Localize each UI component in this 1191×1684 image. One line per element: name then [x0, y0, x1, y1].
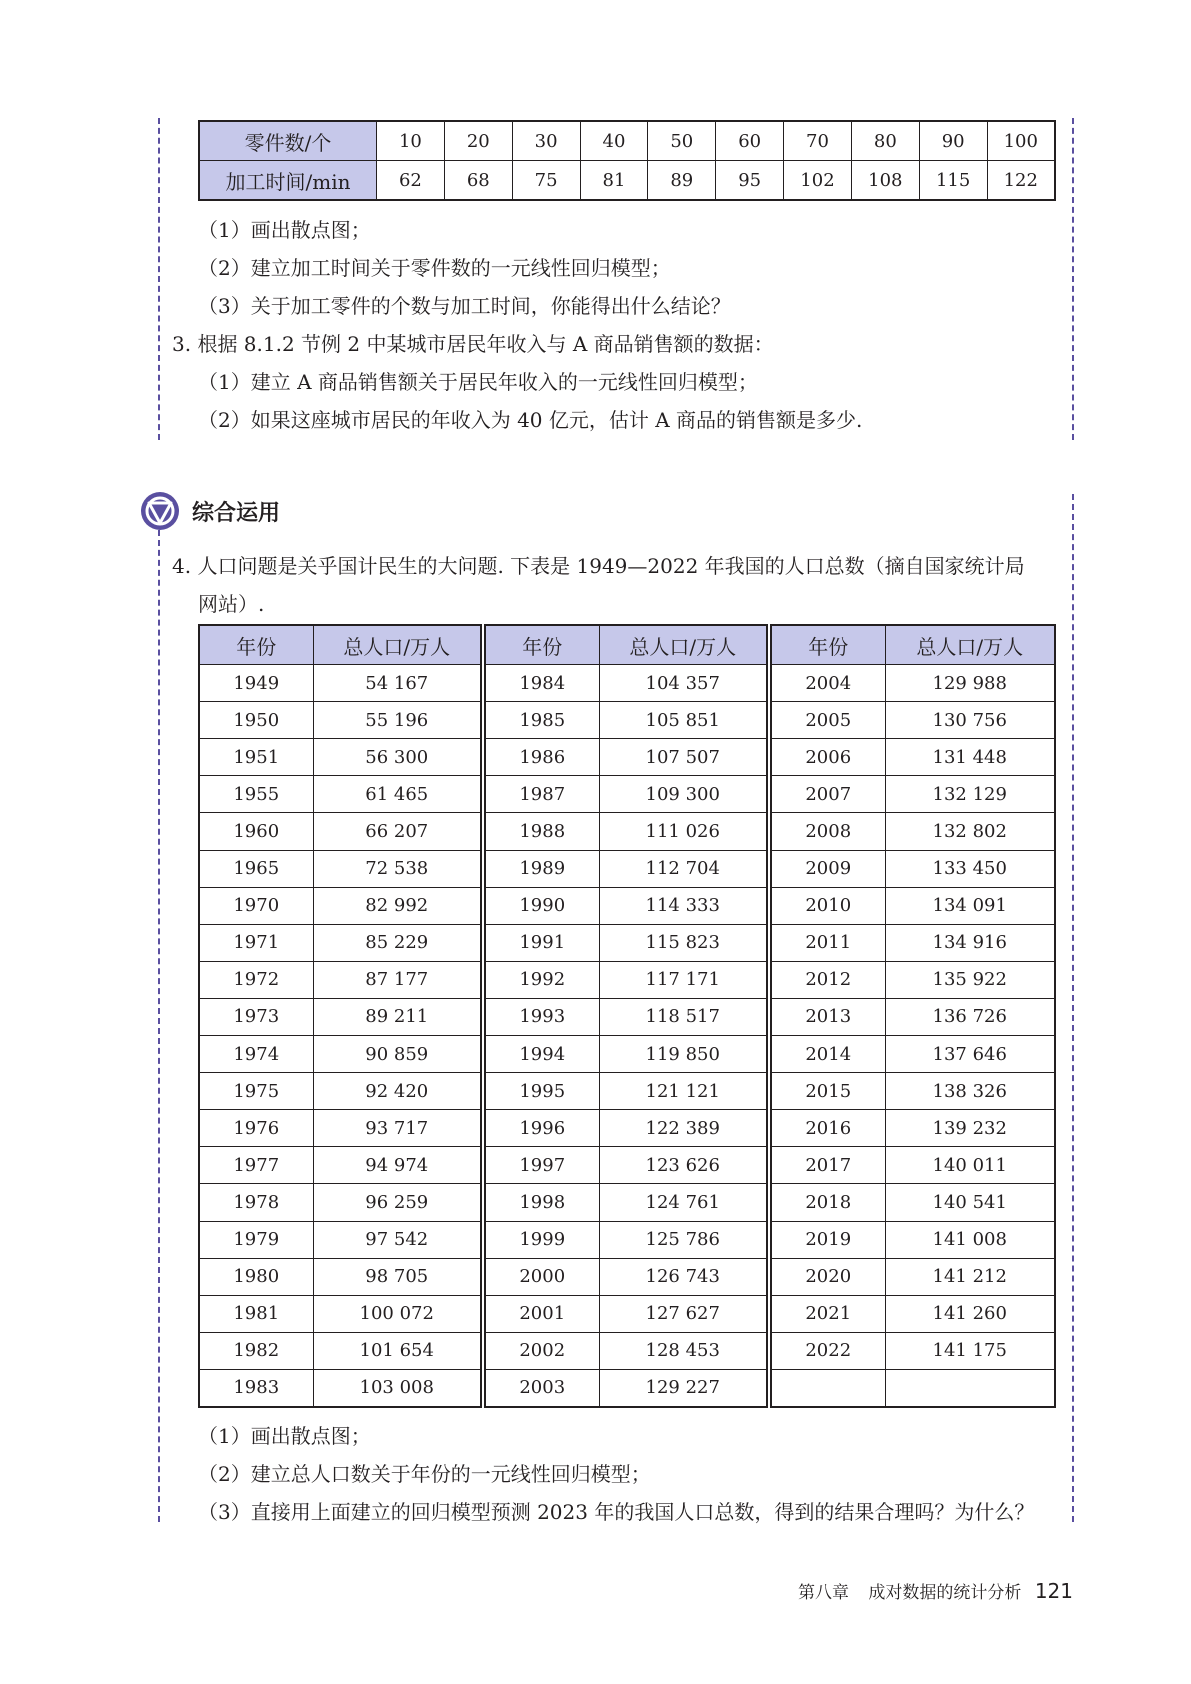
year-cell: 1995 [485, 1073, 599, 1110]
population-cell: 104 357 [599, 665, 767, 702]
parts-cell: 90 [919, 121, 987, 161]
population-table-3 [770, 624, 1056, 1408]
col-pop-header: 总人口/万人 [313, 625, 481, 665]
population-cell: 133 450 [885, 850, 1055, 887]
population-cell: 98 705 [313, 1258, 481, 1295]
table-row [199, 887, 481, 924]
population-cell: 118 517 [599, 998, 767, 1035]
year-cell: 1980 [199, 1258, 313, 1295]
table-row [199, 1110, 481, 1147]
time-cell: 75 [512, 161, 580, 201]
year-cell: 1999 [485, 1221, 599, 1258]
year-cell: 2017 [771, 1147, 885, 1184]
page-footer [798, 1578, 1073, 1603]
table-row [199, 1036, 481, 1073]
population-cell: 141 008 [885, 1221, 1055, 1258]
population-cell: 111 026 [599, 813, 767, 850]
year-cell: 1975 [199, 1073, 313, 1110]
population-cell: 125 786 [599, 1221, 767, 1258]
year-cell: 2014 [771, 1036, 885, 1073]
population-cell: 101 654 [313, 1332, 481, 1369]
year-cell: 1994 [485, 1036, 599, 1073]
year-cell: 1951 [199, 739, 313, 776]
time-cell: 102 [784, 161, 852, 201]
table-row [771, 665, 1055, 702]
table-row [199, 1369, 481, 1407]
year-cell [771, 1369, 885, 1407]
time-cell: 89 [648, 161, 716, 201]
table-row [485, 1258, 767, 1295]
year-cell: 2010 [771, 887, 885, 924]
year-cell: 2007 [771, 776, 885, 813]
year-cell: 1973 [199, 998, 313, 1035]
parts-row-label: 零件数/个 [199, 121, 377, 161]
year-cell: 2020 [771, 1258, 885, 1295]
table-row [199, 998, 481, 1035]
table-row [771, 739, 1055, 776]
year-cell: 1993 [485, 998, 599, 1035]
table-row [485, 1295, 767, 1332]
year-cell: 1972 [199, 961, 313, 998]
population-cell: 130 756 [885, 702, 1055, 739]
year-cell: 1992 [485, 961, 599, 998]
year-cell: 1955 [199, 776, 313, 813]
population-cell: 93 717 [313, 1110, 481, 1147]
left-dashed-margin-bottom [158, 530, 160, 1522]
table-row [199, 850, 481, 887]
table-row [485, 665, 767, 702]
ex2-question-2: （2）建立加工时间关于零件数的一元线性回归模型； [198, 256, 671, 280]
year-cell: 1988 [485, 813, 599, 850]
population-cell: 119 850 [599, 1036, 767, 1073]
population-cell: 117 171 [599, 961, 767, 998]
year-cell: 1991 [485, 924, 599, 961]
population-cell: 122 389 [599, 1110, 767, 1147]
year-cell: 1970 [199, 887, 313, 924]
population-cell: 85 229 [313, 924, 481, 961]
table-row [771, 1184, 1055, 1221]
population-cell: 141 212 [885, 1258, 1055, 1295]
population-cell: 127 627 [599, 1295, 767, 1332]
col-year-header: 年份 [771, 625, 885, 665]
population-cell: 55 196 [313, 702, 481, 739]
table-row [199, 961, 481, 998]
population-cell: 139 232 [885, 1110, 1055, 1147]
population-cell: 94 974 [313, 1147, 481, 1184]
year-cell: 1981 [199, 1295, 313, 1332]
population-cell: 103 008 [313, 1369, 481, 1407]
col-year-header: 年份 [485, 625, 599, 665]
table-row [199, 776, 481, 813]
parts-cell: 50 [648, 121, 716, 161]
table-row [771, 1258, 1055, 1295]
left-dashed-margin-top [158, 118, 160, 440]
footer-chapter: 第八章 [798, 1583, 849, 1603]
footer-title: 成对数据的统计分析 [868, 1583, 1022, 1603]
table-row [485, 1110, 767, 1147]
col-pop-header: 总人口/万人 [599, 625, 767, 665]
section-emblem-icon [140, 491, 180, 531]
table-row [771, 850, 1055, 887]
year-cell: 1979 [199, 1221, 313, 1258]
population-cell: 92 420 [313, 1073, 481, 1110]
year-cell: 1950 [199, 702, 313, 739]
table-row [771, 1110, 1055, 1147]
year-cell: 2002 [485, 1332, 599, 1369]
year-cell: 1998 [485, 1184, 599, 1221]
year-cell: 2019 [771, 1221, 885, 1258]
population-cell: 100 072 [313, 1295, 481, 1332]
table-row [485, 813, 767, 850]
year-cell: 1974 [199, 1036, 313, 1073]
table-row [771, 1073, 1055, 1110]
table-row [485, 924, 767, 961]
time-row [199, 161, 1055, 201]
year-cell: 1985 [485, 702, 599, 739]
population-cell: 54 167 [313, 665, 481, 702]
year-cell: 2015 [771, 1073, 885, 1110]
table-row [485, 1036, 767, 1073]
population-cell: 121 121 [599, 1073, 767, 1110]
ex4-question-1: （1）画出散点图； [198, 1424, 371, 1448]
year-cell: 1965 [199, 850, 313, 887]
time-cell: 81 [580, 161, 648, 201]
year-cell: 2003 [485, 1369, 599, 1407]
year-cell: 2004 [771, 665, 885, 702]
year-cell: 1976 [199, 1110, 313, 1147]
table-row [199, 665, 481, 702]
col-pop-header: 总人口/万人 [885, 625, 1055, 665]
year-cell: 2000 [485, 1258, 599, 1295]
page-number: 121 [1034, 1579, 1073, 1603]
population-cell: 97 542 [313, 1221, 481, 1258]
year-cell: 2001 [485, 1295, 599, 1332]
ex3-question-1: （1）建立 A 商品销售额关于居民年收入的一元线性回归模型； [198, 370, 758, 394]
table-row [199, 1147, 481, 1184]
population-cell: 109 300 [599, 776, 767, 813]
year-cell: 1977 [199, 1147, 313, 1184]
parts-cell: 30 [512, 121, 580, 161]
parts-cell: 40 [580, 121, 648, 161]
right-dashed-margin-bottom [1072, 494, 1074, 1522]
table-row [485, 1221, 767, 1258]
population-cell: 134 091 [885, 887, 1055, 924]
table-row [199, 1295, 481, 1332]
population-cell: 131 448 [885, 739, 1055, 776]
year-cell: 1996 [485, 1110, 599, 1147]
population-tables [198, 624, 1056, 1408]
time-row-label: 加工时间/min [199, 161, 377, 201]
population-cell: 90 859 [313, 1036, 481, 1073]
table-row [485, 1184, 767, 1221]
table-row [199, 1184, 481, 1221]
year-cell: 1983 [199, 1369, 313, 1407]
year-cell: 1987 [485, 776, 599, 813]
population-table-1 [198, 624, 482, 1408]
population-table-2 [484, 624, 768, 1408]
time-cell: 68 [444, 161, 512, 201]
parts-cell: 10 [377, 121, 445, 161]
year-cell: 2008 [771, 813, 885, 850]
year-cell: 2006 [771, 739, 885, 776]
population-cell: 61 465 [313, 776, 481, 813]
population-cell: 140 011 [885, 1147, 1055, 1184]
table-row [485, 961, 767, 998]
population-cell: 136 726 [885, 998, 1055, 1035]
year-cell: 2013 [771, 998, 885, 1035]
population-cell: 124 761 [599, 1184, 767, 1221]
year-cell: 1971 [199, 924, 313, 961]
table-row [199, 813, 481, 850]
table-row [771, 998, 1055, 1035]
population-cell: 112 704 [599, 850, 767, 887]
population-cell: 66 207 [313, 813, 481, 850]
population-cell: 56 300 [313, 739, 481, 776]
population-cell: 107 507 [599, 739, 767, 776]
table-row [199, 1258, 481, 1295]
year-cell: 1989 [485, 850, 599, 887]
table-row [199, 924, 481, 961]
population-cell: 137 646 [885, 1036, 1055, 1073]
table-row [485, 887, 767, 924]
table-row [485, 850, 767, 887]
population-cell: 135 922 [885, 961, 1055, 998]
population-cell: 82 992 [313, 887, 481, 924]
population-cell: 138 326 [885, 1073, 1055, 1110]
ex4-question-2: （2）建立总人口数关于年份的一元线性回归模型； [198, 1462, 651, 1486]
table-row [199, 739, 481, 776]
year-cell: 1949 [199, 665, 313, 702]
table-row [199, 702, 481, 739]
population-cell: 141 260 [885, 1295, 1055, 1332]
right-dashed-margin-top [1072, 118, 1074, 440]
population-cell: 141 175 [885, 1332, 1055, 1369]
population-cell [885, 1369, 1055, 1407]
table-row [485, 739, 767, 776]
table-row [485, 776, 767, 813]
table-row [199, 1073, 481, 1110]
table-row [485, 1369, 767, 1407]
year-cell: 1990 [485, 887, 599, 924]
table-row [485, 998, 767, 1035]
parts-cell: 70 [784, 121, 852, 161]
time-cell: 95 [716, 161, 784, 201]
time-cell: 122 [987, 161, 1055, 201]
population-cell: 134 916 [885, 924, 1055, 961]
year-cell: 2021 [771, 1295, 885, 1332]
time-cell: 62 [377, 161, 445, 201]
year-cell: 1986 [485, 739, 599, 776]
table-row [771, 1147, 1055, 1184]
year-cell: 2018 [771, 1184, 885, 1221]
table-row [771, 961, 1055, 998]
year-cell: 2011 [771, 924, 885, 961]
population-cell: 140 541 [885, 1184, 1055, 1221]
parts-cell: 60 [716, 121, 784, 161]
table-row [199, 1332, 481, 1369]
table-row [485, 1332, 767, 1369]
parts-cell: 20 [444, 121, 512, 161]
table-row [771, 1036, 1055, 1073]
col-year-header: 年份 [199, 625, 313, 665]
year-cell: 2022 [771, 1332, 885, 1369]
table-row [199, 1221, 481, 1258]
year-cell: 1978 [199, 1184, 313, 1221]
table-row [485, 1147, 767, 1184]
section-title: 综合运用 [192, 500, 281, 526]
ex2-question-1: （1）画出散点图； [198, 218, 371, 242]
table-row [771, 887, 1055, 924]
population-cell: 132 802 [885, 813, 1055, 850]
time-cell: 108 [851, 161, 919, 201]
population-cell: 132 129 [885, 776, 1055, 813]
population-cell: 72 538 [313, 850, 481, 887]
population-cell: 126 743 [599, 1258, 767, 1295]
population-cell: 89 211 [313, 998, 481, 1035]
population-cell: 114 333 [599, 887, 767, 924]
parts-row [199, 121, 1055, 161]
table-row [771, 1221, 1055, 1258]
year-cell: 2009 [771, 850, 885, 887]
population-cell: 129 988 [885, 665, 1055, 702]
ex3-question-2: （2）如果这座城市居民的年收入为 40 亿元，估计 A 商品的销售额是多少. [198, 408, 863, 432]
year-cell: 1960 [199, 813, 313, 850]
population-cell: 105 851 [599, 702, 767, 739]
ex4-stem-line2: 网站）. [198, 592, 265, 616]
parts-time-table [198, 120, 1056, 201]
table-row [771, 813, 1055, 850]
table-row [771, 776, 1055, 813]
table-row [771, 1295, 1055, 1332]
parts-cell: 80 [851, 121, 919, 161]
table-row [771, 1369, 1055, 1407]
ex4-question-3: （3）直接用上面建立的回归模型预测 2023 年的我国人口总数，得到的结果合理吗？为什么？ [198, 1500, 1035, 1524]
ex2-question-3: （3）关于加工零件的个数与加工时间，你能得出什么结论？ [198, 294, 731, 318]
table-row [771, 1332, 1055, 1369]
year-cell: 1982 [199, 1332, 313, 1369]
population-cell: 128 453 [599, 1332, 767, 1369]
year-cell: 1997 [485, 1147, 599, 1184]
population-cell: 87 177 [313, 961, 481, 998]
population-cell: 123 626 [599, 1147, 767, 1184]
year-cell: 2012 [771, 961, 885, 998]
parts-cell: 100 [987, 121, 1055, 161]
year-cell: 1984 [485, 665, 599, 702]
ex3-stem: 3. 根据 8.1.2 节例 2 中某城市居民年收入与 A 商品销售额的数据： [172, 332, 774, 356]
time-cell: 115 [919, 161, 987, 201]
ex4-stem-line1: 4. 人口问题是关乎国计民生的大问题. 下表是 1949—2022 年我国的人口总数（摘自国家统计局 [172, 554, 1025, 578]
population-cell: 115 823 [599, 924, 767, 961]
population-cell: 96 259 [313, 1184, 481, 1221]
table-row [771, 924, 1055, 961]
table-row [485, 702, 767, 739]
table-row [485, 1073, 767, 1110]
population-cell: 129 227 [599, 1369, 767, 1407]
section-header [140, 490, 280, 532]
table-row [771, 702, 1055, 739]
year-cell: 2016 [771, 1110, 885, 1147]
year-cell: 2005 [771, 702, 885, 739]
